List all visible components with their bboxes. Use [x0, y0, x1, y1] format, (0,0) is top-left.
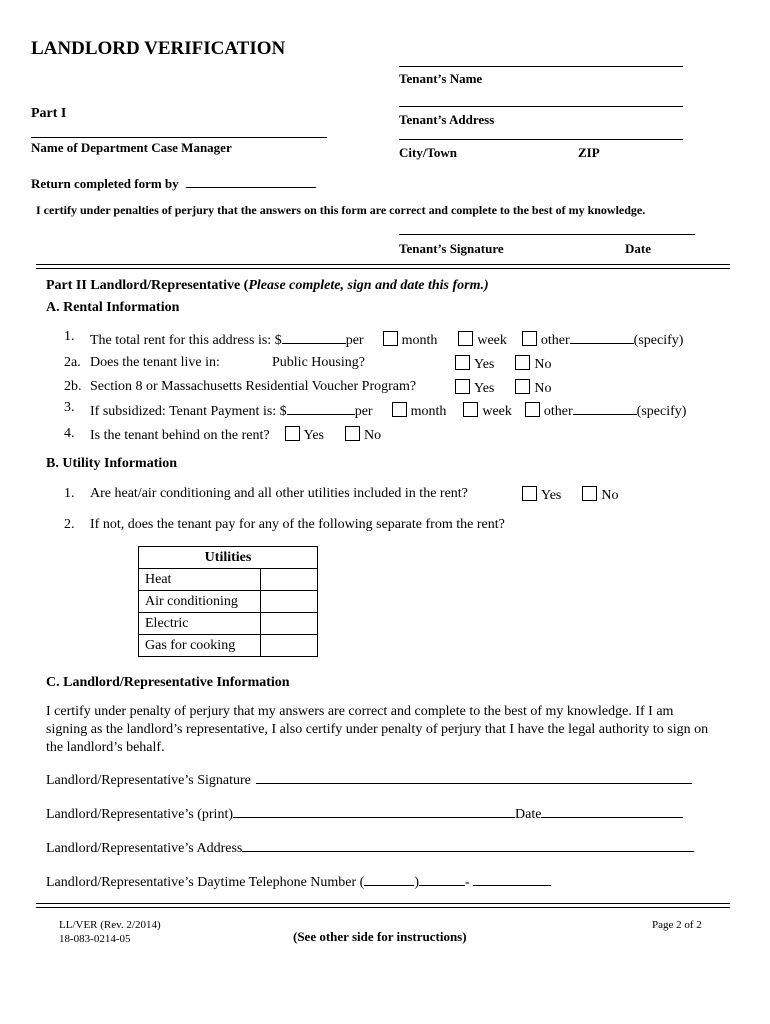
tenant-address-label: Tenant’s Address [399, 112, 495, 127]
address-row [46, 837, 694, 857]
q2b-answers [455, 379, 552, 397]
rent-amount-field[interactable] [282, 329, 346, 344]
form-title: LANDLORD VERIFICATION [31, 38, 286, 59]
table-row [139, 569, 318, 591]
phone-prefix-field[interactable] [419, 871, 465, 886]
landlord-date-field[interactable] [541, 803, 683, 818]
table-row [139, 613, 318, 635]
page-number: Page 2 of 2 [652, 919, 702, 931]
certify-text: I certify under penalties of perjury that the answers on this form are correct and complete to the best of my knowledge. [36, 203, 646, 217]
return-label: Return completed form by [31, 176, 179, 191]
utility-name: Gas for cooking [139, 635, 261, 657]
q4-no-checkbox[interactable] [345, 426, 360, 441]
q4-num: 4. [64, 426, 75, 441]
landlord-signature-label: Landlord/Representative’s Signature [46, 773, 251, 788]
landlord-address-label: Landlord/Representative’s Address [46, 841, 243, 856]
q3-per: per [354, 404, 373, 419]
utility-heat-cell[interactable] [261, 569, 318, 591]
b1-num: 1. [64, 486, 75, 501]
table-row [139, 591, 318, 613]
b2-num: 2. [64, 517, 75, 532]
tenant-signature-label: Tenant’s Signature [399, 241, 504, 256]
b2-text: If not, does the tenant pay for any of the following separate from the rent? [90, 517, 505, 532]
form-id: LL/VER (Rev. 2/2014) [59, 919, 161, 931]
divider-top [36, 264, 730, 269]
payment-month-checkbox[interactable] [392, 402, 407, 417]
phone-dash: - [465, 875, 470, 890]
q1-text: The total rent for this address is: $ [90, 333, 282, 348]
section-b-heading: B. Utility Information [46, 456, 178, 471]
b1-no-label: No [601, 488, 619, 503]
phone-line-field[interactable] [473, 871, 551, 886]
utility-name: Heat [139, 569, 261, 591]
payment-week-checkbox[interactable] [463, 402, 478, 417]
case-manager-label: Name of Department Case Manager [31, 140, 232, 155]
q2a-answers [455, 355, 552, 373]
tenant-date-label: Date [625, 241, 651, 256]
city-label: City/Town [399, 145, 458, 160]
q2a-text: Does the tenant live in: [90, 355, 220, 370]
table-row [139, 635, 318, 657]
case-manager-line[interactable] [31, 137, 327, 138]
q1-other-label: other [540, 333, 570, 348]
q1-week-label: week [477, 333, 507, 348]
tenant-address-line[interactable] [399, 106, 683, 107]
landlord-print-field[interactable] [233, 803, 515, 818]
return-by [31, 173, 316, 192]
instructions-note: (See other side for instructions) [293, 929, 467, 944]
zip-label: ZIP [578, 145, 600, 160]
q2b-text: Section 8 or Massachusetts Residential Voucher Program? [90, 379, 417, 394]
section-c-heading: C. Landlord/Representative Information [46, 675, 290, 690]
q2b-no-label: No [534, 381, 552, 396]
rent-week-checkbox[interactable] [458, 331, 473, 346]
q3-text: If subsidized: Tenant Payment is: $ [90, 404, 287, 419]
q2b-no-checkbox[interactable] [515, 379, 530, 394]
divider-bottom [36, 903, 730, 908]
utility-name: Air conditioning [139, 591, 261, 613]
q2b-yes-label: Yes [474, 381, 495, 396]
phone-row [46, 871, 551, 891]
utility-electric-cell[interactable] [261, 613, 318, 635]
q1-row [90, 329, 683, 349]
payment-other-checkbox[interactable] [525, 402, 540, 417]
q2a-no-label: No [534, 357, 552, 372]
phone-paren: ) [414, 875, 420, 890]
q3-week-label: week [482, 404, 512, 419]
utilities-table [138, 546, 318, 657]
tenant-name-line[interactable] [399, 66, 683, 67]
part2-heading [46, 278, 489, 294]
return-date-field[interactable] [186, 173, 316, 188]
section-c-text: I certify under penalty of perjury that my answers are correct and complete to the best of my knowledge. If I am signing as the landlord’s representative, I also certify under penalty of perjury that I have the legal authority to sign on the landlord’s behalf. [46, 704, 709, 755]
city-zip-line[interactable] [399, 139, 683, 140]
part2-heading-italic: Please complete, sign and date this form.) [248, 278, 489, 293]
q1-month-label: month [401, 333, 438, 348]
b1-answers [522, 486, 619, 504]
q3-num: 3. [64, 400, 75, 415]
q4-row [90, 426, 381, 444]
public-housing-label: Public Housing? [272, 355, 365, 370]
q2a-yes-checkbox[interactable] [455, 355, 470, 370]
landlord-phone-label: Landlord/Representative’s Daytime Telephone Number ( [46, 875, 365, 890]
q4-no-label: No [363, 428, 382, 443]
q3-other-label: other [543, 404, 573, 419]
b1-no-checkbox[interactable] [582, 486, 597, 501]
q2a-no-checkbox[interactable] [515, 355, 530, 370]
q2a-yes-label: Yes [474, 357, 495, 372]
q2b-num: 2b. [64, 379, 82, 394]
q1-per: per [345, 333, 364, 348]
b1-text: Are heat/air conditioning and all other utilities included in the rent? [90, 486, 468, 501]
utility-gas-cell[interactable] [261, 635, 318, 657]
signature-row [46, 769, 692, 789]
section-a-heading: A. Rental Information [46, 300, 180, 315]
payment-other-field[interactable] [573, 400, 637, 415]
q4-yes-checkbox[interactable] [285, 426, 300, 441]
landlord-address-field[interactable] [242, 837, 694, 852]
tenant-name-label: Tenant’s Name [399, 71, 483, 86]
q3-specify: (specify) [636, 404, 687, 419]
q1-specify: (specify) [633, 333, 684, 348]
tenant-payment-field[interactable] [287, 400, 355, 415]
utility-name: Electric [139, 613, 261, 635]
rent-other-field[interactable] [570, 329, 634, 344]
b1-yes-checkbox[interactable] [522, 486, 537, 501]
q4-text: Is the tenant behind on the rent? [90, 428, 270, 443]
landlord-print-label: Landlord/Representative’s (print) [46, 807, 233, 822]
rent-other-checkbox[interactable] [522, 331, 537, 346]
rent-month-checkbox[interactable] [383, 331, 398, 346]
print-row [46, 803, 683, 823]
tenant-signature-line[interactable] [399, 234, 695, 235]
landlord-signature-field[interactable] [256, 769, 692, 784]
phone-area-code-field[interactable] [364, 871, 414, 886]
utilities-header: Utilities [139, 547, 318, 569]
q3-row [90, 400, 686, 420]
form-number: 18-083-0214-05 [59, 933, 131, 945]
landlord-date-label: Date [515, 807, 542, 822]
utility-ac-cell[interactable] [261, 591, 318, 613]
q3-month-label: month [410, 404, 447, 419]
q1-num: 1. [64, 329, 75, 344]
q4-yes-label: Yes [303, 428, 324, 443]
b1-yes-label: Yes [541, 488, 562, 503]
part1-heading: Part I [31, 106, 67, 121]
q2b-yes-checkbox[interactable] [455, 379, 470, 394]
q2a-num: 2a. [64, 355, 81, 370]
part2-heading-bold: Part II Landlord/Representative ( [46, 278, 249, 293]
